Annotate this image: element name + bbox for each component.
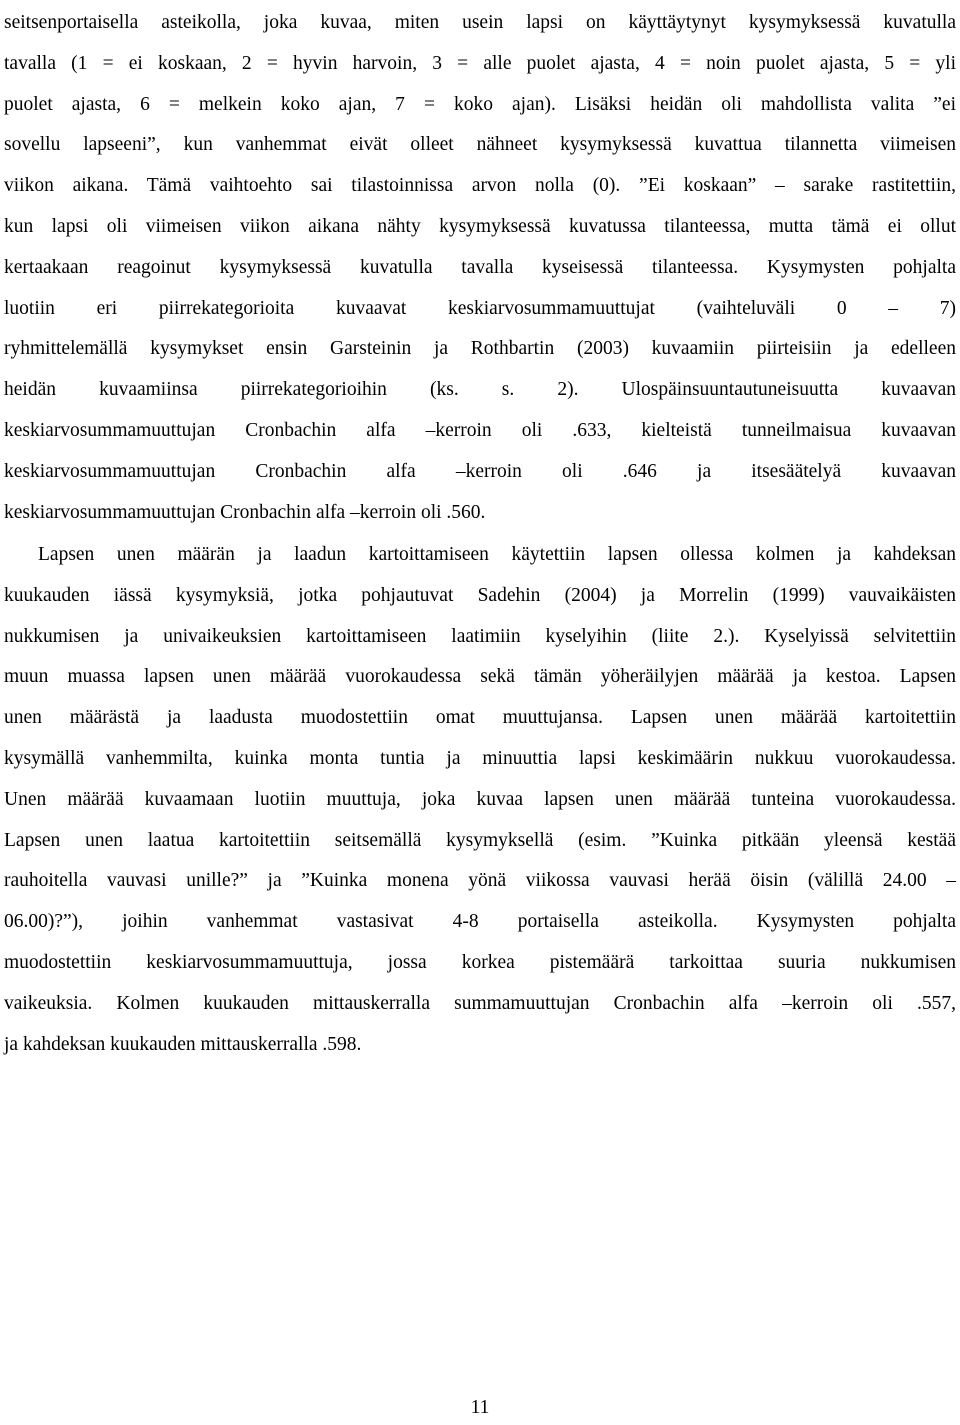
text-line: kysymällä vanhemmilta, kuinka monta tuntia ja minuuttia lapsi keskimäärin nukkuu vuorokaudessa.	[4, 747, 956, 769]
text-line: sovellu lapseeni”, kun vanhemmat eivät olleet nähneet kysymyksessä kuvattua tilannetta viimeisen	[4, 134, 956, 156]
text-line: luotiin eri piirrekategorioita kuvaavat keskiarvosummamuuttujat (vaihteluväli 0 – 7)	[4, 297, 956, 319]
text-line: Lapsen unen laatua kartoitettiin seitsemällä kysymyksellä (esim. ”Kuinka pitkään yleensä kestää	[4, 829, 956, 851]
text-line: kuukauden iässä kysymyksiä, jotka pohjautuvat Sadehin (2004) ja Morrelin (1999) vauvaikäisten	[4, 584, 956, 606]
text-line: viikon aikana. Tämä vaihtoehto sai tilastoinnissa arvon nolla (0). ”Ei koskaan” – sarake rastitettiin,	[4, 175, 956, 197]
text-line: tavalla (1 = ei koskaan, 2 = hyvin harvoin, 3 = alle puolet ajasta, 4 = noin puolet ajasta, 5 = yli	[4, 52, 956, 74]
text-line: seitsenportaisella asteikolla, joka kuvaa, miten usein lapsi on käyttäytynyt kysymyksessä kuvatulla	[4, 12, 956, 33]
text-line: keskiarvosummamuuttujan Cronbachin alfa –kerroin oli .633, kielteistä tunneilmaisua kuvaavan	[4, 419, 956, 441]
paragraph-temperament-scale	[4, 3, 956, 533]
text-line: keskiarvosummamuuttujan Cronbachin alfa –kerroin oli .646 ja itsesäätelyä kuvaavan	[4, 460, 956, 482]
text-line: Lapsen unen määrän ja laadun kartoittamiseen käytettiin lapsen ollessa kolmen ja kahdeksan	[38, 544, 956, 565]
text-line: ja kahdeksan kuukauden mittauskerralla .598.	[4, 1033, 362, 1055]
text-line: nukkumisen ja univaikeuksien kartoittamiseen laatimiin kyselyihin (liite 2.). Kyselyissä selvitettiin	[4, 625, 956, 647]
text-line: unen määrästä ja laadusta muodostettiin omat muuttujansa. Lapsen unen määrää kartoitettiin	[4, 707, 956, 729]
text-line: kun lapsi oli viimeisen viikon aikana nähty kysymyksessä kuvatussa tilanteessa, mutta tämä ei ollut	[4, 215, 956, 237]
text-line: rauhoitella vauvasi unille?” ja ”Kuinka monena yönä viikossa vauvasi herää öisin (välillä 24.00 –	[4, 870, 956, 892]
text-line: heidän kuvaamiinsa piirrekategorioihin (ks. s. 2). Ulospäinsuuntautuneisuutta kuvaavan	[4, 379, 956, 401]
paragraph-sleep-measures	[4, 535, 956, 1065]
text-line: 06.00)?”), joihin vanhemmat vastasivat 4-8 portaisella asteikolla. Kysymysten pohjalta	[4, 911, 956, 933]
text-line: keskiarvosummamuuttujan Cronbachin alfa –kerroin oli .560.	[4, 501, 486, 523]
text-line: muodostettiin keskiarvosummamuuttuja, jossa korkea pistemäärä tarkoittaa suuria nukkumisen	[4, 951, 956, 973]
text-line: vaikeuksia. Kolmen kuukauden mittauskerralla summamuuttujan Cronbachin alfa –kerroin oli .557,	[4, 992, 956, 1014]
text-line: Unen määrää kuvaamaan luotiin muuttuja, joka kuvaa lapsen unen määrää tunteina vuorokaudessa.	[4, 788, 956, 810]
text-line: muun muassa lapsen unen määrää vuorokaudessa sekä tämän yöheräilyjen määrää ja kestoa. Lapsen	[4, 666, 956, 688]
page-number: 11	[470, 1397, 490, 1418]
text-line: kertaakaan reagoinut kysymyksessä kuvatulla tavalla kyseisessä tilanteessa. Kysymysten pohjalta	[4, 256, 956, 278]
text-line: ryhmittelemällä kysymykset ensin Garsteinin ja Rothbartin (2003) kuvaamiin piirteisiin ja edelleen	[4, 338, 956, 360]
text-line: puolet ajasta, 6 = melkein koko ajan, 7 = koko ajan). Lisäksi heidän oli mahdollista valita ”ei	[4, 93, 956, 115]
